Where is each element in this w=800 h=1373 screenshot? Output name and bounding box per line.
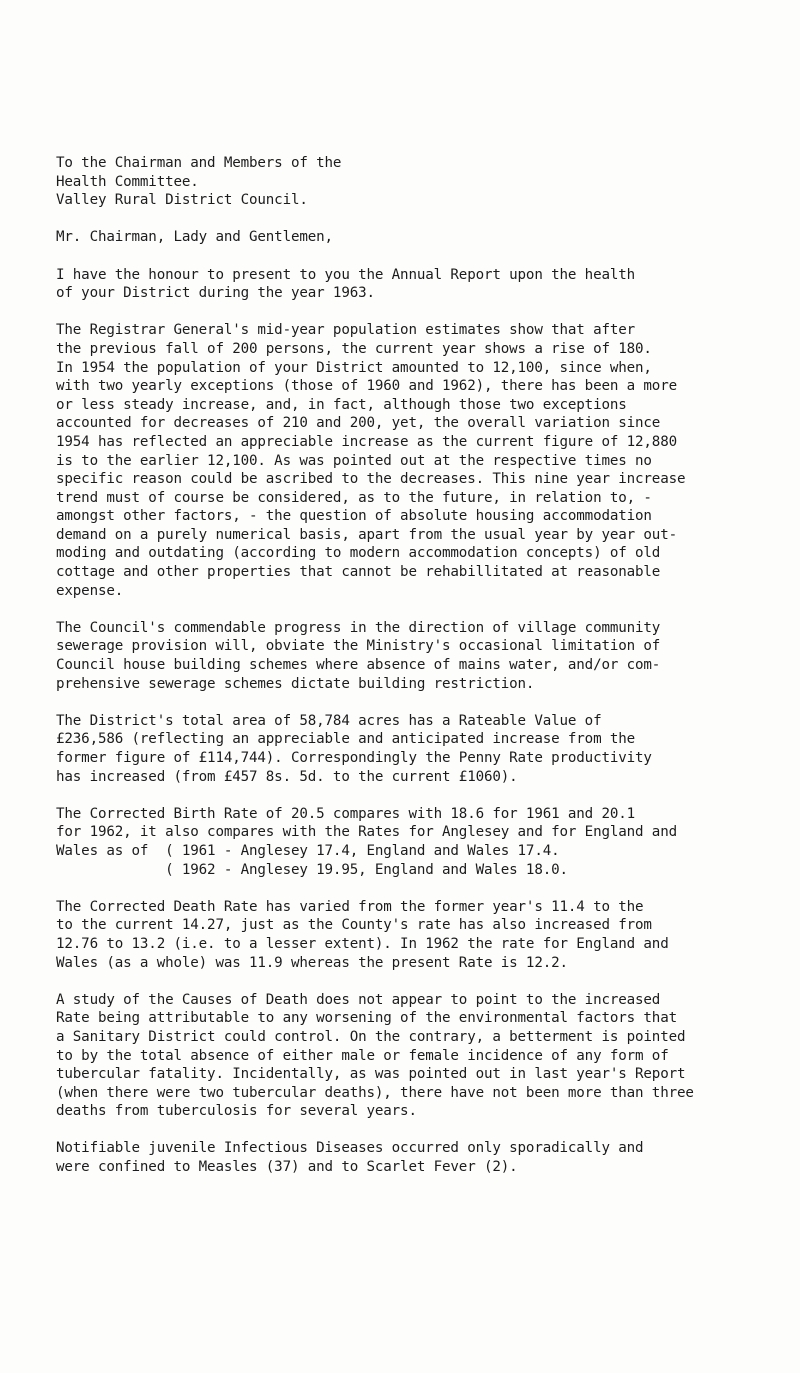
paragraph-rateable-value xyxy=(56,712,776,786)
paragraph-line: tubercular fatality. Incidentally, as was pointed out in last year's Report xyxy=(56,1066,686,1083)
address-line: To the Chairman and Members of the xyxy=(56,155,342,171)
paragraph-line: 12.76 to 13.2 (i.e. to a lesser extent). In 1962 the rate for England and xyxy=(56,935,669,952)
paragraph-line: ( 1962 - Anglesey 19.95, England and Wales 18.0. xyxy=(56,861,568,878)
paragraph-line: amongst other factors, - the question of absolute housing accommodation xyxy=(56,508,652,525)
paragraph-introduction xyxy=(56,266,776,303)
paragraph-line: The Registrar General's mid-year population estimates show that after xyxy=(56,322,636,339)
paragraph-line: is to the earlier 12,100. As was pointed out at the respective times no xyxy=(56,452,652,469)
paragraph-population xyxy=(56,321,776,600)
paragraph-line: I have the honour to present to you the Annual Report upon the health xyxy=(56,266,636,283)
paragraph-line: deaths from tuberculosis for several years. xyxy=(56,1103,417,1120)
salutation-line: Mr. Chairman, Lady and Gentlemen, xyxy=(56,229,333,246)
paragraph-line: accounted for decreases of 210 and 200, yet, the overall variation since xyxy=(56,415,661,432)
paragraph-line: Wales (as a whole) was 11.9 whereas the present Rate is 12.2. xyxy=(56,954,568,971)
paragraph-line: to by the total absence of either male or female incidence of any form of xyxy=(56,1047,669,1064)
paragraph-infectious-diseases xyxy=(56,1139,776,1176)
paragraph-line: The Corrected Birth Rate of 20.5 compares with 18.6 for 1961 and 20.1 xyxy=(56,805,636,822)
paragraph-line: or less steady increase, and, in fact, although those two exceptions xyxy=(56,396,627,413)
paragraph-line: expense. xyxy=(56,582,124,599)
salutation xyxy=(56,228,776,247)
address-block xyxy=(56,154,776,210)
paragraph-line: The Corrected Death Rate has varied from the former year's 11.4 to the xyxy=(56,898,644,915)
address-line: Health Committee. xyxy=(56,173,199,190)
paragraph-line: of your District during the year 1963. xyxy=(56,285,375,302)
paragraph-line: Rate being attributable to any worsening of the environmental factors that xyxy=(56,1010,677,1027)
paragraph-line: moding and outdating (according to modern accommodation concepts) of old xyxy=(56,545,661,562)
paragraph-line: prehensive sewerage schemes dictate building restriction. xyxy=(56,675,535,692)
paragraph-line: the previous fall of 200 persons, the current year shows a rise of 180. xyxy=(56,340,652,357)
paragraph-line: has increased (from £457 8s. 5d. to the current £1060). xyxy=(56,768,518,785)
paragraph-line: were confined to Measles (37) and to Scarlet Fever (2). xyxy=(56,1159,518,1176)
paragraph-death-rate xyxy=(56,898,776,972)
address-line: Valley Rural District Council. xyxy=(56,192,308,209)
paragraph-line: A study of the Causes of Death does not appear to point to the increased xyxy=(56,991,661,1008)
paragraph-line: Notifiable juvenile Infectious Diseases occurred only sporadically and xyxy=(56,1140,644,1157)
paragraph-line: demand on a purely numerical basis, apart from the usual year by year out- xyxy=(56,526,677,543)
paragraph-line: with two yearly exceptions (those of 1960 and 1962), there has been a more xyxy=(56,378,677,395)
paragraph-line: 1954 has reflected an appreciable increase as the current figure of 12,880 xyxy=(56,433,677,450)
paragraph-line: cottage and other properties that cannot be rehabillitated at reasonable xyxy=(56,564,661,581)
report-letter xyxy=(56,154,776,1177)
paragraph-line: for 1962, it also compares with the Rates for Anglesey and for England and xyxy=(56,824,677,841)
paragraph-sewerage xyxy=(56,619,776,693)
paragraph-line: In 1954 the population of your District amounted to 12,100, since when, xyxy=(56,359,652,376)
paragraph-line: The District's total area of 58,784 acres has a Rateable Value of xyxy=(56,712,602,729)
paragraph-line: (when there were two tubercular deaths), there have not been more than three xyxy=(56,1084,694,1101)
paragraph-line: a Sanitary District could control. On the contrary, a betterment is pointed xyxy=(56,1028,686,1045)
paragraph-line: former figure of £114,744). Correspondingly the Penny Rate productivity xyxy=(56,750,652,766)
paragraph-causes-of-death xyxy=(56,991,776,1121)
paragraph-line: Wales as of ( 1961 - Anglesey 17.4, England and Wales 17.4. xyxy=(56,842,560,859)
paragraph-line: £236,586 (reflecting an appreciable and anticipated increase from the xyxy=(56,731,636,748)
paragraph-line: The Council's commendable progress in the direction of village community xyxy=(56,619,661,636)
paragraph-line: sewerage provision will, obviate the Ministry's occasional limitation of xyxy=(56,638,661,655)
paragraph-line: specific reason could be ascribed to the decreases. This nine year increase xyxy=(56,471,686,488)
paragraph-line: trend must of course be considered, as to the future, in relation to, - xyxy=(56,489,652,506)
paragraph-birth-rate xyxy=(56,805,776,879)
paragraph-line: to the current 14.27, just as the County's rate has also increased from xyxy=(56,917,652,934)
paragraph-line: Council house building schemes where absence of mains water, and/or com- xyxy=(56,657,661,674)
